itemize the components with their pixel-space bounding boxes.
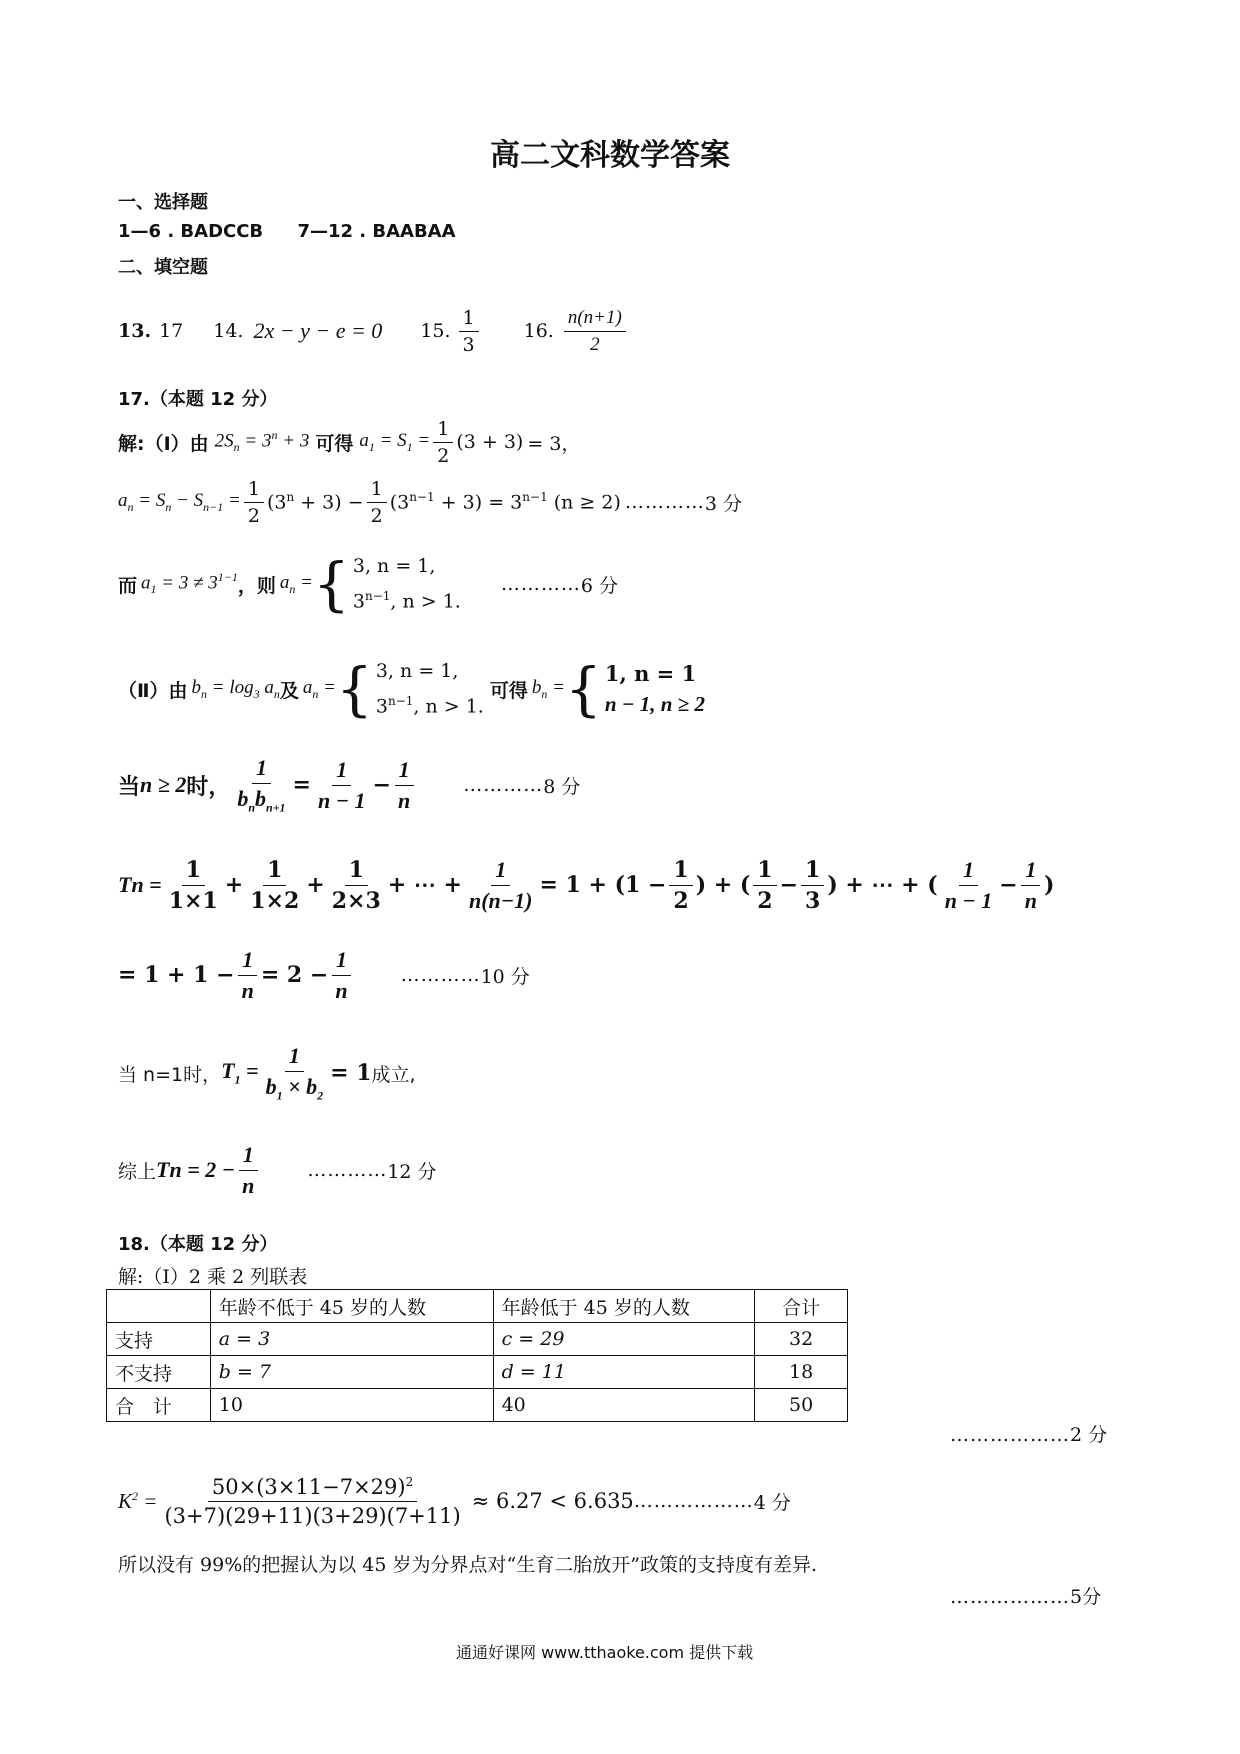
q17-heading: 17.（本题 12 分） <box>118 389 278 410</box>
q17-l3-case2b: , n > 1. <box>390 590 461 613</box>
q17-l4-acase2: 3 <box>375 695 388 718</box>
q17-score-6: 6 分 <box>580 574 618 597</box>
q17-l5-cond: n ≥ 2 <box>140 772 187 797</box>
q17-l1-mid: 可得 <box>315 432 354 455</box>
fill-answers-row <box>118 296 629 366</box>
q17-l1-eq-c: + 3 <box>277 430 310 452</box>
q17-l4-bcase2: n − 1, n ≥ 2 <box>604 692 705 716</box>
q18-heading: 18.（本题 12 分） <box>118 1234 278 1255</box>
q17-line2: $a_n = S_n - S_{n-1}$ = $\frac{1}{2}$ $(3^n + 3)$ − $\frac{1}{2}$ $(3^{n-1} + 3) = 3^{n-1}$ (n ≥ 2) ………… 3 分 <box>118 477 743 527</box>
table-cell: 合计 <box>755 1290 848 1323</box>
q17-l4-acase2b: , n > 1. <box>413 695 484 718</box>
q17-l4-acase1: 3, n = 1, <box>375 660 459 683</box>
q15-denominator: 3 <box>462 333 475 356</box>
q17-line7: = 1 + 1 − $\frac{1}{n}$ = 2 − $\frac{1}{n}$ ………… 10 分 <box>118 946 530 1003</box>
q17-line6: Tn = $\frac{1}{1\times 1}$ + $\frac{1}{1\times 2}$ + $\frac{1}{2\times 3}$ + ⋯ + $\frac{1}{n(n-1)}$ = 1 + (1 − $\frac{1}{2}$ ) + ( $\frac{1}{2}$ − $\frac{1}{3}$ ) + ⋯ + ( $\frac{1}{n - 1}$ − $\frac{1}{n}$ ) <box>118 856 1055 914</box>
q17-l3-cases: { 3, n = 1, $3^{n-1}$, n > 1. <box>312 549 461 618</box>
q17-l9-pre: 综上 <box>118 1160 157 1183</box>
q17-line8: 当 n=1时， $T_1$ = $\frac{1}{b_1 \times b_2}$ = 1 成立, <box>118 1042 416 1103</box>
q18-score-4: 4 分 <box>753 1491 791 1514</box>
q17-score-3: 3 分 <box>704 492 743 515</box>
q14-label: 14. <box>213 320 244 342</box>
q17-l5-post: 时， <box>186 774 231 800</box>
q15-numerator: 1 <box>459 307 479 332</box>
q15-fraction <box>459 307 479 356</box>
table-cell: b = 7 <box>210 1356 493 1389</box>
q17-l3-case1: 3, n = 1, <box>352 555 436 578</box>
q18-k-denominator: (3+7)(29+11)(3+29)(7+11) <box>164 1503 461 1528</box>
choice-answers-7-12: 7—12 . BAABAA <box>297 221 456 242</box>
q17-l1-eq-b: = 3 <box>244 430 272 452</box>
choice-answers-1-6: 1—6 . BADCCB <box>118 221 264 242</box>
q17-l4-bcases: { 1, n = 1 n − 1, n ≥ 2 <box>564 655 705 723</box>
table-cell: 不支持 <box>107 1356 211 1389</box>
table-cell: 32 <box>755 1323 848 1356</box>
q16-label: 16. <box>523 320 554 342</box>
q17-line5: 当 n ≥ 2 时， $\frac{1}{b_nb_{n+1}}$ = $\frac{1}{n - 1}$ − $\frac{1}{n}$ ………… 8 分 <box>118 754 581 815</box>
table-cell: c = 29 <box>493 1323 755 1356</box>
table-cell: 50 <box>755 1389 848 1422</box>
table-cell: 40 <box>493 1389 755 1422</box>
q17-l4-mid2: 可得 <box>489 679 528 702</box>
q17-l3-pre: 而 <box>118 574 138 597</box>
table-row <box>107 1389 848 1422</box>
table-cell: 18 <box>755 1356 848 1389</box>
q17-l4-mid: 及 <box>279 679 299 702</box>
q16-numerator: n(n+1) <box>564 307 626 332</box>
q14-answer: 2x − y − e = 0 <box>253 318 383 343</box>
table-cell: 年龄低于 45 岁的人数 <box>493 1290 755 1323</box>
q13-answer: 17 <box>159 320 184 342</box>
q17-l3-mid: ，则 <box>237 574 276 597</box>
footer-credit: 通通好课网 www.tthaoke.com 提供下载 <box>456 1643 754 1662</box>
contingency-table <box>106 1289 848 1422</box>
q17-score-8: 8 分 <box>543 775 581 798</box>
q17-l3-case2: 3 <box>352 590 365 613</box>
q16-denominator: 2 <box>590 333 600 355</box>
q17-l1-eq-a: 2S <box>214 430 234 452</box>
table-row <box>107 1356 848 1389</box>
table-cell: 合 计 <box>107 1389 211 1422</box>
table-cell <box>107 1290 211 1323</box>
q18-score-5-line: ………………5分 <box>950 1586 1102 1608</box>
choice-answers-row <box>118 221 456 242</box>
q17-l4-pre: （Ⅱ）由 <box>118 679 188 702</box>
q18-score-2: 2 分 <box>1070 1424 1108 1446</box>
q17-score-10: 10 分 <box>480 965 530 988</box>
q17-l8-post: 成立, <box>371 1063 416 1086</box>
q16-fraction <box>564 307 626 356</box>
q18-k-formula: $K^2$ = $\frac{50\times(3\times 11-7\times 29)^2}{(3+7)(29+11)(3+29)(7+11)}$ ≈ 6.27 < 6.635 ……………… 4 分 <box>118 1474 791 1528</box>
q17-line9: 综上 Tn = 2 − $\frac{1}{n}$ ………… 12 分 <box>118 1141 437 1198</box>
table-cell: a = 3 <box>210 1323 493 1356</box>
table-cell: 年龄不低于 45 岁的人数 <box>210 1290 493 1323</box>
q18-intro: 解:（Ⅰ）2 乘 2 列联表 <box>118 1266 308 1288</box>
table-row <box>107 1323 848 1356</box>
q17-l4-bcase1: 1, n = 1 <box>604 661 697 686</box>
page-title: 高二文科数学答案 <box>490 138 730 173</box>
table-header-row <box>107 1290 848 1323</box>
q17-l5-pre: 当 <box>118 774 141 800</box>
q13-label: 13. <box>118 320 152 342</box>
q18-score-2-line: ………………2 分 <box>950 1424 1108 1446</box>
table-cell: 10 <box>210 1389 493 1422</box>
q17-l1-pre: 解:（Ⅰ）由 <box>118 432 209 455</box>
section-choice-heading: 一、选择题 <box>118 192 208 213</box>
q17-l8-pre: 当 n=1时， <box>118 1063 222 1086</box>
q17-line1: 解:（Ⅰ）由 $2S_n = 3^n + 3$ 可得 $a_1 = S_1$ = $\frac{1}{2}$ (3 + 3) = 3， <box>118 417 581 467</box>
q18-k-approx: ≈ 6.27 < 6.635 <box>471 1489 634 1513</box>
q17-line4: （Ⅱ）由 $b_n = \log_3 a_n$ 及 $a_n$ = { 3, n = 1, $3^{n-1}$, n > 1. 可得 $b_n$ = { 1, n = 1 n − 1, n ≥ 2 <box>118 654 705 723</box>
section-fill-heading: 二、填空题 <box>118 257 208 278</box>
q18-k-numerator: 50×(3×11−7×29) <box>211 1474 406 1499</box>
q17-score-12: 12 分 <box>387 1160 437 1183</box>
q17-l1-result: = 3， <box>527 432 581 455</box>
q15-label: 15. <box>420 320 451 342</box>
q17-l1-eq: $2S_n = 3^n + 3$ <box>214 428 310 455</box>
table-cell: d = 11 <box>493 1356 755 1389</box>
table-cell: 支持 <box>107 1323 211 1356</box>
q18-conclusion: 所以没有 99%的把握认为以 45 岁为分界点对“生育二胎放开”政策的支持度有差异. <box>118 1554 817 1576</box>
q18-score-5: 5分 <box>1070 1586 1102 1608</box>
q17-line3: 而 $a_1 = 3 \ne 3^{1-1}$ ，则 $a_n$ = { 3, n = 1, $3^{n-1}$, n > 1. ………… 6 分 <box>118 549 618 618</box>
